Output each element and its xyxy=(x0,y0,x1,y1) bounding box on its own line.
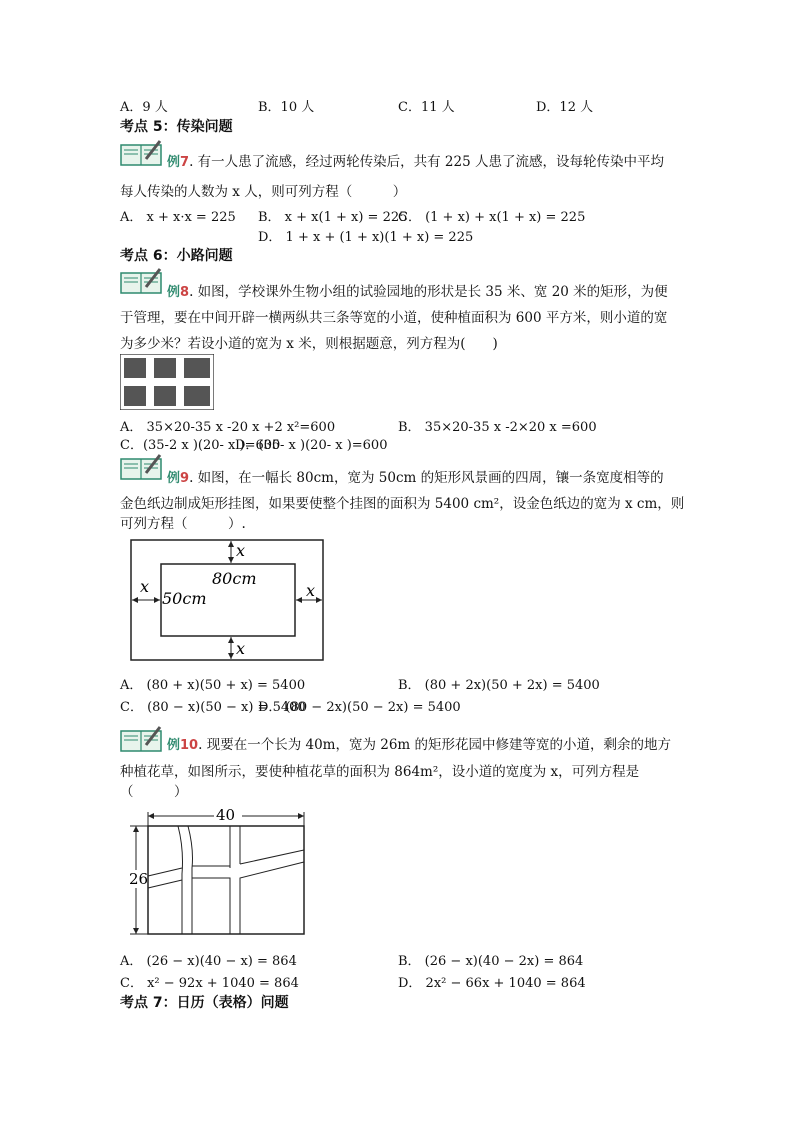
question-text: 于管理，要在中间开辟一横两纵共三条等宽的小道，使种植面积为 600 平方米，则小道的宽 xyxy=(120,310,668,326)
question-text: 为多少米？若设小道的宽为 x 米，则根据题意，列方程为( ) xyxy=(120,336,498,352)
book-pencil-icon xyxy=(120,725,164,753)
question-text: 可列方程（ ）. xyxy=(120,516,246,532)
question-text: 每人传染的人数为 x 人，则可列方程（ ） xyxy=(120,184,407,200)
option-d: D．(35- x )(20- x )=600 xyxy=(235,438,388,453)
example-label: 例 xyxy=(167,738,181,753)
option-b: B．10 人 xyxy=(258,100,315,115)
example-number: 9 xyxy=(180,471,190,486)
frame-x-label: x xyxy=(306,581,316,600)
question-text: . 如图，在一幅长 80cm，宽为 50cm 的矩形风景画的四周，镶一条宽度相等的 xyxy=(189,470,664,486)
frame-width-label: 50cm xyxy=(162,589,207,608)
option-a: A．9 人 xyxy=(120,100,168,115)
book-pencil-icon xyxy=(120,139,164,167)
frame-x-label: x xyxy=(236,541,246,560)
option-c: C．11 人 xyxy=(398,100,455,115)
example-number: 7 xyxy=(180,155,190,170)
section-title-7: 考点 7：日历（表格）问题 xyxy=(120,995,289,1011)
example-label: 例 xyxy=(167,285,181,300)
option-a: A． (80 + x)(50 + x) = 5400 xyxy=(120,678,306,693)
option-d: D． 2x² − 66x + 1040 = 864 xyxy=(398,976,586,991)
question-text: . 如图，学校课外生物小组的试验园地的形状是长 35 米、宽 20 米的矩形，为便 xyxy=(189,284,668,300)
question-text: 金色纸边制成矩形挂图，如果要使整个挂图的面积为 5400 cm²，设金色纸边的宽为 x cm，则 xyxy=(120,496,685,512)
garden-width-label: 26 xyxy=(129,870,149,888)
example-number: 8 xyxy=(180,285,190,300)
example-number: 10 xyxy=(180,738,199,753)
book-pencil-icon xyxy=(120,453,164,481)
question-text: （ ） xyxy=(120,784,188,800)
frame-x-label: x xyxy=(140,577,150,596)
option-c: C． (80 − x)(50 − x) = 5400 xyxy=(120,700,306,715)
garden-length-label: 40 xyxy=(216,806,236,824)
option-a: A． x + x·x = 225 xyxy=(120,210,236,225)
option-d: D． 1 + x + (1 + x)(1 + x) = 225 xyxy=(258,230,474,245)
option-b: B． 35×20-35 x -2×20 x =600 xyxy=(398,420,597,435)
option-c: C．(35-2 x )(20- x )=600 xyxy=(120,438,281,453)
option-b: B． x + x(1 + x) = 225 xyxy=(258,210,408,225)
section-title-5: 考点 5：传染问题 xyxy=(120,119,233,135)
example-label: 例 xyxy=(167,471,181,486)
frame-length-label: 80cm xyxy=(212,569,257,588)
option-a: A． (26 − x)(40 − x) = 864 xyxy=(120,954,297,969)
garden-paths-figure xyxy=(120,354,214,410)
book-pencil-icon xyxy=(120,267,164,295)
option-b: B． (80 + 2x)(50 + 2x) = 5400 xyxy=(398,678,600,693)
question-text: 种植花草，如图所示，要使种植花草的面积为 864m²，设小道的宽度为 x，可列方程是 xyxy=(120,764,640,780)
option-d: D．12 人 xyxy=(536,100,594,115)
frame-x-label: x xyxy=(236,639,246,658)
option-b: B． (26 − x)(40 − 2x) = 864 xyxy=(398,954,584,969)
picture-frame-figure xyxy=(130,538,326,662)
flower-garden-figure xyxy=(126,804,310,938)
question-text: . 现要在一个长为 40m，宽为 26m 的矩形花园中修建等宽的小道，剩余的地方 xyxy=(198,737,672,753)
option-c: C． (1 + x) + x(1 + x) = 225 xyxy=(398,210,586,225)
question-text: . 有一人患了流感，经过两轮传染后，共有 225 人患了流感，设每轮传染中平均 xyxy=(189,154,664,170)
option-d: D． (80 − 2x)(50 − 2x) = 5400 xyxy=(258,700,461,715)
option-a: A． 35×20-35 x -20 x +2 x²=600 xyxy=(120,420,336,435)
example-label: 例 xyxy=(167,155,181,170)
option-c: C． x² − 92x + 1040 = 864 xyxy=(120,976,299,991)
section-title-6: 考点 6：小路问题 xyxy=(120,248,233,264)
